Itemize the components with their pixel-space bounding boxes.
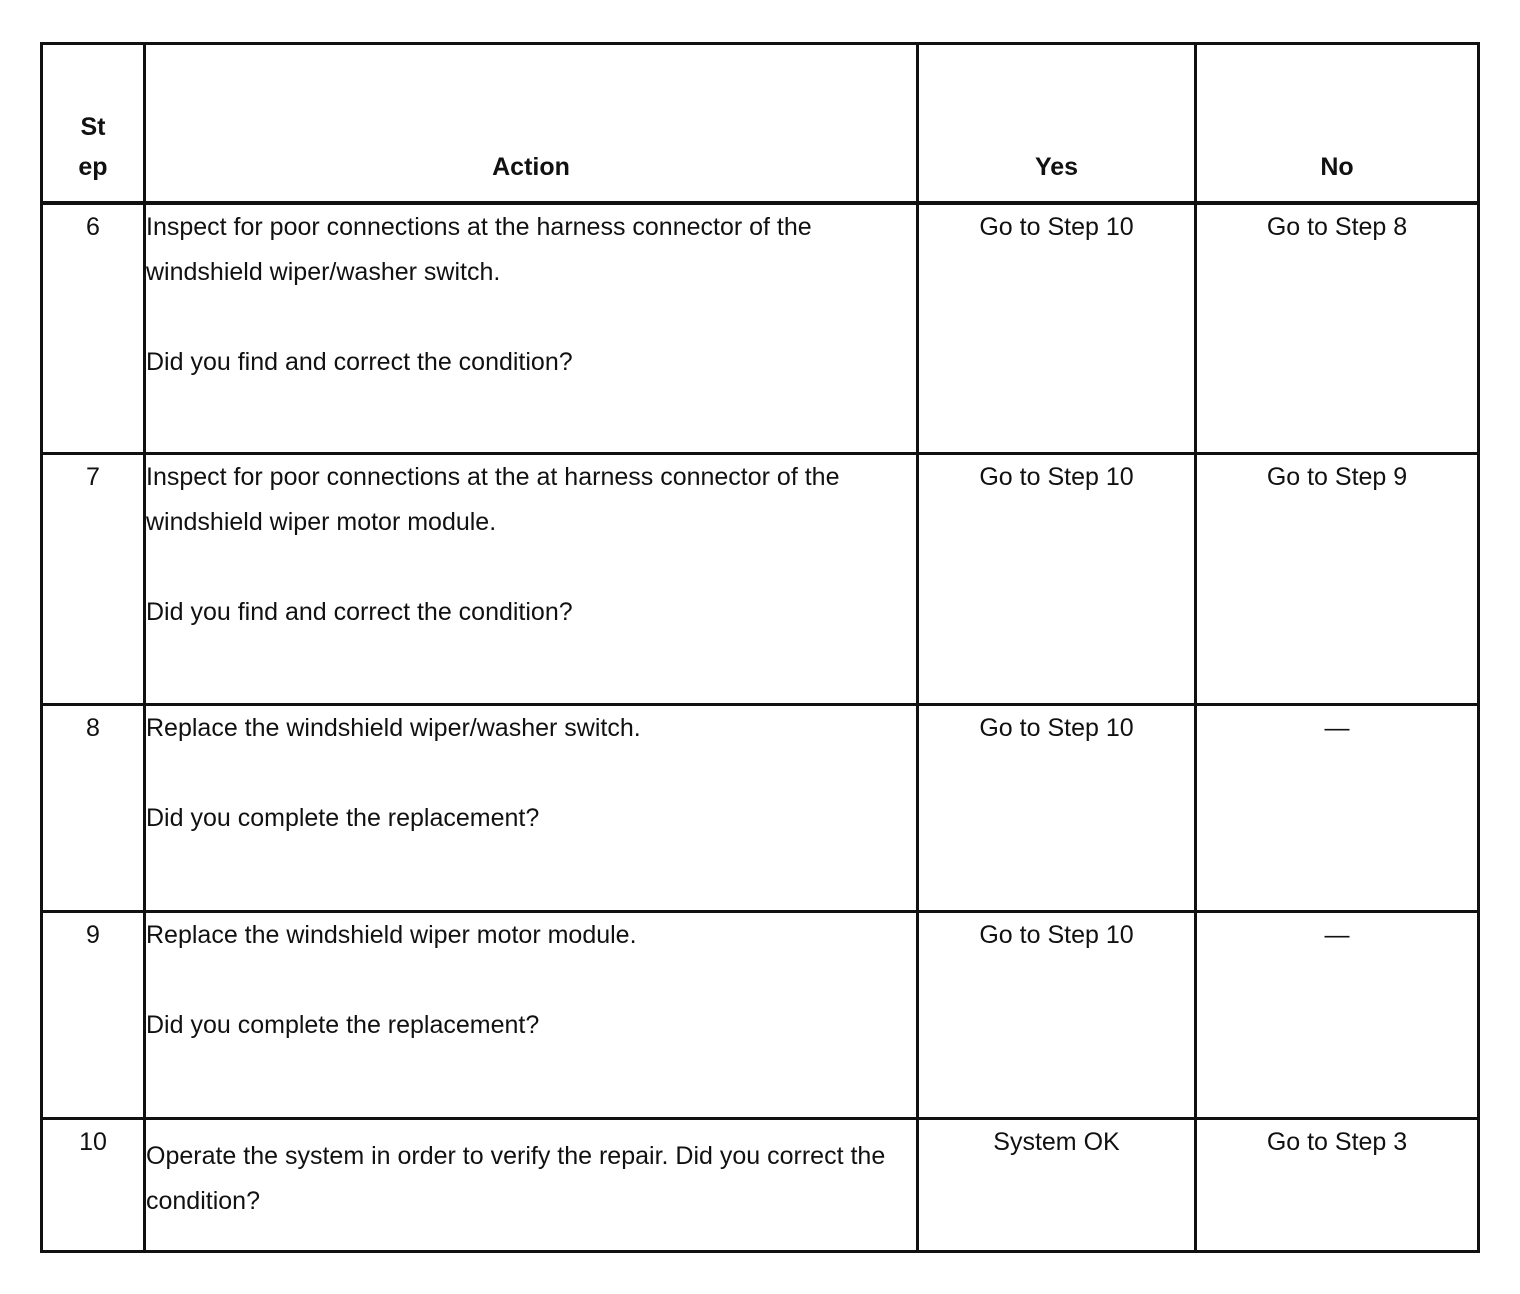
yes-cell: System OK <box>918 1119 1196 1252</box>
header-step <box>42 44 145 204</box>
no-cell: Go to Step 9 <box>1196 454 1479 705</box>
action-cell <box>145 705 918 912</box>
header-yes: Yes <box>918 44 1196 204</box>
action-question: Did you find and correct the condition? <box>146 598 573 626</box>
step-number: 6 <box>42 203 145 454</box>
header-action: Action <box>145 44 918 204</box>
no-cell: Go to Step 3 <box>1196 1119 1479 1252</box>
step-number: 10 <box>42 1119 145 1252</box>
header-no: No <box>1196 44 1479 204</box>
action-text: Inspect for poor connections at the harness connector of the windshield wiper/washer switch. <box>146 213 812 286</box>
table-row <box>42 705 1479 912</box>
action-text: Replace the windshield wiper motor module. <box>146 921 637 949</box>
table-row <box>42 203 1479 454</box>
action-text: Inspect for poor connections at the at harness connector of the windshield wiper motor module. <box>146 463 840 536</box>
table-row <box>42 912 1479 1119</box>
yes-cell: Go to Step 10 <box>918 705 1196 912</box>
action-text: Replace the windshield wiper/washer switch. <box>146 714 641 742</box>
yes-cell: Go to Step 10 <box>918 454 1196 705</box>
header-step-line2: ep <box>78 153 108 181</box>
table-row <box>42 454 1479 705</box>
action-question: Did you complete the replacement? <box>146 1011 540 1039</box>
step-number: 8 <box>42 705 145 912</box>
yes-cell: Go to Step 10 <box>918 203 1196 454</box>
action-text: Operate the system in order to verify the repair. Did you correct the condition? <box>146 1142 886 1215</box>
action-question: Did you find and correct the condition? <box>146 348 573 376</box>
diagnostic-table <box>40 42 1480 1253</box>
step-number: 7 <box>42 454 145 705</box>
action-cell <box>145 912 918 1119</box>
no-cell: Go to Step 8 <box>1196 203 1479 454</box>
header-step-line1: St <box>80 113 106 141</box>
action-cell <box>145 454 918 705</box>
action-cell <box>145 1119 918 1252</box>
no-cell: — <box>1196 705 1479 912</box>
action-question: Did you complete the replacement? <box>146 804 540 832</box>
yes-cell: Go to Step 10 <box>918 912 1196 1119</box>
action-cell <box>145 203 918 454</box>
table-header-row <box>42 44 1479 204</box>
step-number: 9 <box>42 912 145 1119</box>
no-cell: — <box>1196 912 1479 1119</box>
table-row <box>42 1119 1479 1252</box>
